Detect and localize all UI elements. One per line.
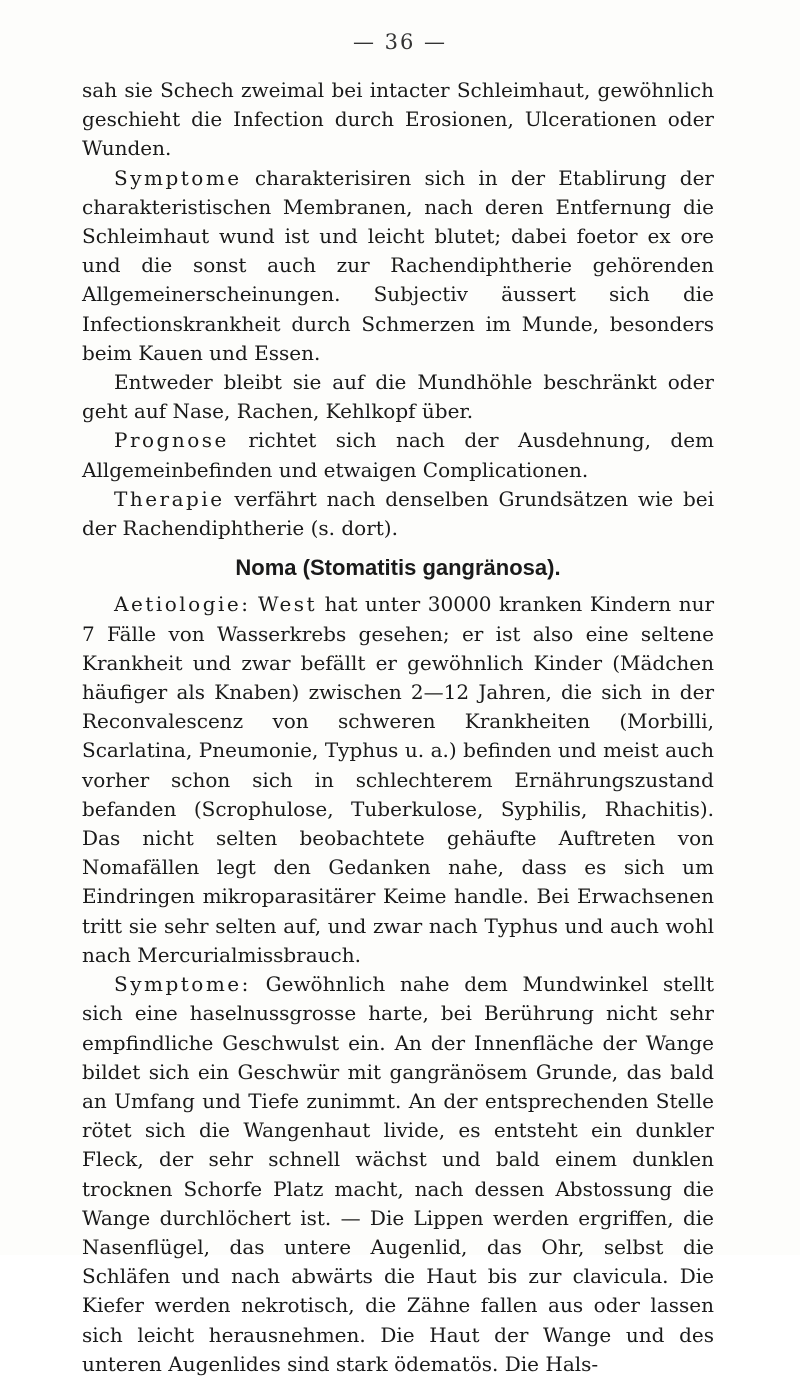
prognose-term: Prognose [114, 428, 229, 453]
prognose-text: richtet sich nach der Ausdehnung, dem Allgemeinbefinden und etwaigen Complicationen. [82, 428, 715, 482]
therapie-paragraph [82, 485, 714, 543]
aetiologie-term: Aetiologie: [114, 592, 251, 617]
symptome-2-term: Symptome: [114, 972, 251, 997]
aetiologie-text: hat unter 30000 kranken Kindern nur 7 Fälle von Wasserkrebs gesehen; er ist also eine seltene Krankheit und zwar befällt er gewöhnlich Kinder (Mädchen häufiger als Knaben) zwischen 2—12 Jahren, die sich in der Reconvalescenz von schweren Krankheiten (Morbilli, Scarlatina, Pneumonie, Typhus u. a.) befinden und meist auch vorher schon sich in schlechterem Ernährungszustand befanden (Scrophulose, Tuberkulose, Syphilis, Rhachitis). Das nicht selten beobachtete gehäufte Auftreten von Nomafällen legt den Gedanken nahe, dass es sich um Eindringen mikroparasitärer Keime handle. Bei Erwachsenen tritt sie sehr selten auf, und zwar nach Typhus und auch wohl nach Mercurialmissbrauch. [82, 592, 715, 967]
symptome-paragraph [82, 164, 714, 368]
symptome-2-text: Gewöhnlich nahe dem Mundwinkel stellt sich eine haselnussgrosse harte, bei Berührung nicht sehr empfindliche Geschwulst ein. An der Innenfläche der Wange bildet sich ein Geschwür mit gangränösem Grunde, das bald an Umfang und Tiefe zunimmt. An der entsprechenden Stelle rötet sich die Wangenhaut livide, es entsteht ein dunkler Fleck, der sehr schnell wächst und bald einem dunklen trocknen Schorfe Platz macht, nach dessen Abstossung die Wange durchlöchert ist. — Die Lippen werden ergriffen, die Nasenflügel, das untere Augenlid, das Ohr, selbst die Schläfen und nach abwärts die Haut bis zur clavicula. Die Kiefer werden nekrotisch, die Zähne fallen aus oder lassen sich leicht herausnehmen. Die Haut der Wange und des unteren Augenlides sind stark ödematös. Die Hals- [82, 972, 715, 1376]
therapie-term: Therapie [114, 486, 225, 511]
verlauf-text: Entweder bleibt sie auf die Mundhöhle beschränkt oder geht auf Nase, Rachen, Kehlkopf über. [82, 370, 714, 424]
prognose-paragraph [82, 426, 714, 484]
verlauf-paragraph [82, 368, 714, 426]
symptome-text: charakterisiren sich in der Etablirung der charakteristischen Membranen, nach deren Entfernung die Schleimhaut wund ist und leicht blutet; dabei foetor ex ore und die sonst auch zur Rachendiphtherie gehörenden Allgemeinerscheinungen. Subjectiv äussert sich die Infectionskrankheit durch Schmerzen im Munde, besonders beim Kauen und Essen. [82, 165, 714, 365]
section-heading: Noma (Stomatitis gangränosa). [235, 555, 561, 581]
intro-line-2: geschieht die Infection durch Erosionen, Ulcerationen oder Wunden. [82, 107, 714, 161]
intro-paragraph [82, 76, 714, 164]
symptome-term: Symptome [114, 165, 242, 190]
intro-line-1: sah sie Schech zweimal bei intacter Schleimhaut, gewöhnlich [82, 78, 714, 102]
symptome-2-paragraph [82, 970, 714, 1379]
page-number: — 36 — [352, 30, 448, 54]
aetiologie-author: West [258, 592, 318, 617]
therapie-text: verfährt nach denselben Grundsätzen wie bei der Rachendiphtherie (s. dort). [82, 486, 714, 541]
body-text [82, 76, 714, 1379]
aetiologie-paragraph [82, 590, 714, 970]
